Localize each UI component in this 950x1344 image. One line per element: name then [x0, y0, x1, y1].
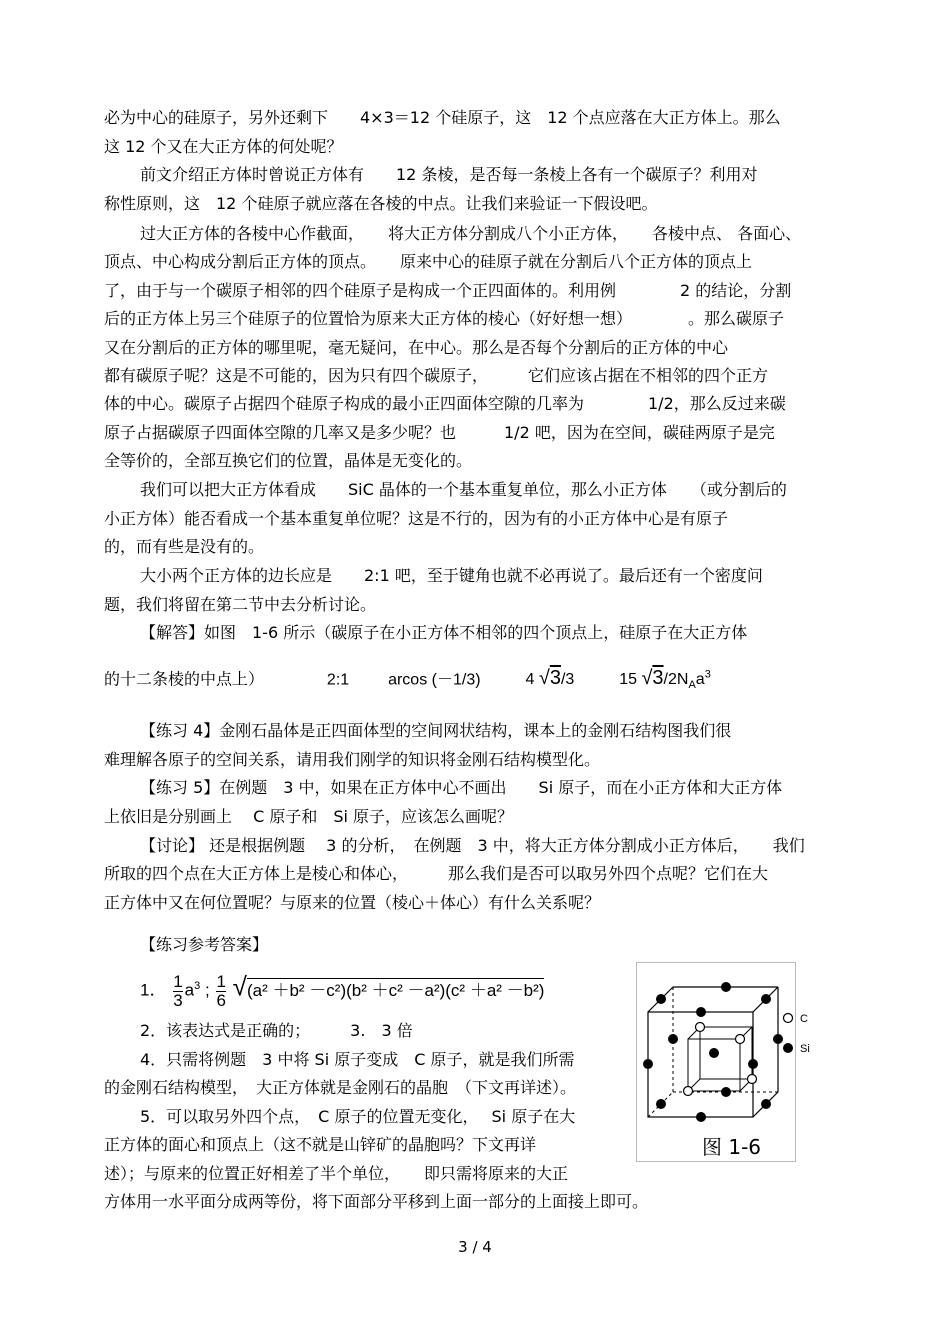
text-line: 难理解各原子的空间关系，请用我们刚学的知识将金刚石结构模型化。 [104, 750, 601, 769]
legend-si-marker [783, 1043, 793, 1053]
text-line: 【讨论】 还是根据例题 3 的分析， 在例题 3 中，将大正方体分割成小正方体后， 我们 [140, 836, 805, 855]
si-atom [696, 1007, 706, 1017]
text-line: 必为中心的硅原子，另外还剩下 4×3＝12 个硅原子，这 12 个点应落在大正方体上。那么 [104, 108, 781, 127]
si-atom [656, 1099, 666, 1109]
answer-item: 5．可以取另外四个点， C 原子的位置无变化， Si 原子在大 [140, 1107, 576, 1126]
c-atom [696, 1023, 705, 1032]
answer-density: 15 $√3/2N_Aa^3$ [619, 667, 711, 692]
legend-si-label: Si [800, 1043, 810, 1055]
si-atom [721, 1087, 731, 1097]
page-number: 3 / 4 [458, 1238, 492, 1256]
text-line: 大小两个正方体的边长应是 2:1 吧，至于键角也就不必再说了。最后还有一个密度问 [140, 566, 763, 585]
answer-item: 的金刚石结构模型， 大正方体就是金刚石的晶胞 （下文再详述）。 [104, 1078, 577, 1097]
legend-c-label: C [800, 1013, 808, 1025]
text-line: 【解答】如图 1-6 所示（碳原子在小正方体不相邻的四个顶点上，硅原子在大正方体 [140, 623, 748, 642]
legend-c-marker [784, 1014, 793, 1023]
figure-caption: 图 1-6 [702, 1135, 762, 1159]
text-line: 的，而有些是没有的。 [104, 537, 265, 556]
text-line: 全等价的，全部互换它们的位置，晶体是无变化的。 [104, 451, 473, 470]
si-atom [721, 982, 731, 992]
text-line: 都有碳原子呢？这是不可能的，因为只有四个碳原子， 它们应该占据在不相邻的四个正方 [104, 366, 769, 385]
answer-lead: 的十二条棱的中点上） [104, 671, 265, 689]
si-atom [761, 994, 771, 1004]
figure-border [637, 963, 796, 1162]
text-line: 过大正方体的各棱中心作截面， 将大正方体分割成八个小正方体， 各棱中点、 各面心、 [140, 224, 802, 243]
text-line: 【练习 4】金刚石晶体是正四面体型的空间网状结构，课本上的金刚石结构图我们很 [140, 721, 732, 740]
answer-angle: arcos (－1/3) [388, 671, 481, 689]
si-atom [656, 994, 666, 1004]
text-line: 顶点、中心构成分割后正方体的顶点。 原来中心的硅原子就在分割后八个正方体的顶点上 [104, 252, 753, 271]
text-line: 所取的四个点在大正方体上是棱心和体心， 那么我们是否可以取另外四个点呢？它们在大 [104, 864, 769, 883]
answer-item: 方体用一水平面分成两等份，将下面部分平移到上面一部分的上面接上即可。 [104, 1192, 649, 1211]
answer-item: 正方体的面心和顶点上（这不就是山锌矿的晶胞吗？下文再详 [104, 1135, 537, 1154]
si-atom [748, 1059, 758, 1069]
answer-ratio: 2:1 [326, 671, 350, 689]
si-atom [696, 1112, 706, 1122]
c-atom [748, 1075, 757, 1084]
c-atom [736, 1035, 745, 1044]
answer-item: 2．该表达式是正确的； 3. 3 倍 [140, 1021, 413, 1040]
si-atom [761, 1099, 771, 1109]
si-atom [668, 1034, 678, 1044]
si-atom-center [709, 1048, 719, 1058]
text-line: 后的正方体上另三个硅原子的位置恰为原来大正方体的棱心（好好想一想） 。那么碳原子 [104, 309, 785, 328]
answer-volume-ratio: 4 √3/3 [525, 667, 575, 690]
reference-answers-title: 【练习参考答案】 [140, 935, 269, 954]
answer-formula: 1． $\frac{1}{3}$ $a^3$ ; $\frac{1}{6}$ √(a² ＋b² －c²)(b² ＋c² －a²)(c² ＋a² －b²) [140, 971, 545, 1010]
answer-line [104, 664, 711, 697]
si-atom [643, 1059, 653, 1069]
text-line: 原子占据碳原子四面体空隙的几率又是多少呢？也 1/2 吧，因为在空间，碳硅两原子是完 [104, 423, 775, 442]
text-line: 正方体中又在何位置呢？与原来的位置（棱心＋体心）有什么关系呢？ [104, 893, 601, 912]
text-line: 我们可以把大正方体看成 SiC 晶体的一个基本重复单位，那么小正方体 （或分割后的 [140, 480, 787, 499]
c-atom [684, 1087, 693, 1096]
answer-item: 述）；与原来的位置正好相差了半个单位， 即只需将原来的大正 [104, 1164, 569, 1183]
text-line: 称性原则，这 12 个硅原子就应落在各棱的中点。让我们来验证一下假设吧。 [104, 194, 658, 213]
text-line: 又在分割后的正方体的哪里呢，毫无疑问，在中心。那么是否每个分割后的正方体的中心 [104, 338, 729, 357]
text-line: 上依旧是分别画上 C 原子和 Si 原子，应该怎么画呢？ [104, 807, 514, 826]
text-line: 这 12 个又在大正方体的何处呢？ [104, 137, 343, 156]
sic-crystal-figure [636, 962, 810, 1162]
answer-item: 4．只需将例题 3 中将 Si 原子变成 C 原子，就是我们所需 [140, 1050, 575, 1069]
text-line: 【练习 5】在例题 3 中，如果在正方体中心不画出 Si 原子，而在小正方体和大正方体 [140, 778, 783, 797]
text-line: 题，我们将留在第二节中去分析讨论。 [104, 595, 377, 614]
text-line: 了，由于与一个碳原子相邻的四个硅原子是构成一个正四面体的。利用例 2 的结论，分割 [104, 281, 792, 300]
si-atom [773, 1034, 783, 1044]
text-line: 体的中心。碳原子占据四个硅原子构成的最小正四面体空隙的几率为 1/2，那么反过来碳 [104, 394, 786, 413]
text-line: 前文介绍正方体时曾说正方体有 12 条棱，是否每一条棱上各有一个碳原子？利用对 [140, 165, 758, 184]
text-line: 小正方体）能否看成一个基本重复单位呢？这是不行的，因为有的小正方体中心是有原子 [104, 509, 729, 528]
